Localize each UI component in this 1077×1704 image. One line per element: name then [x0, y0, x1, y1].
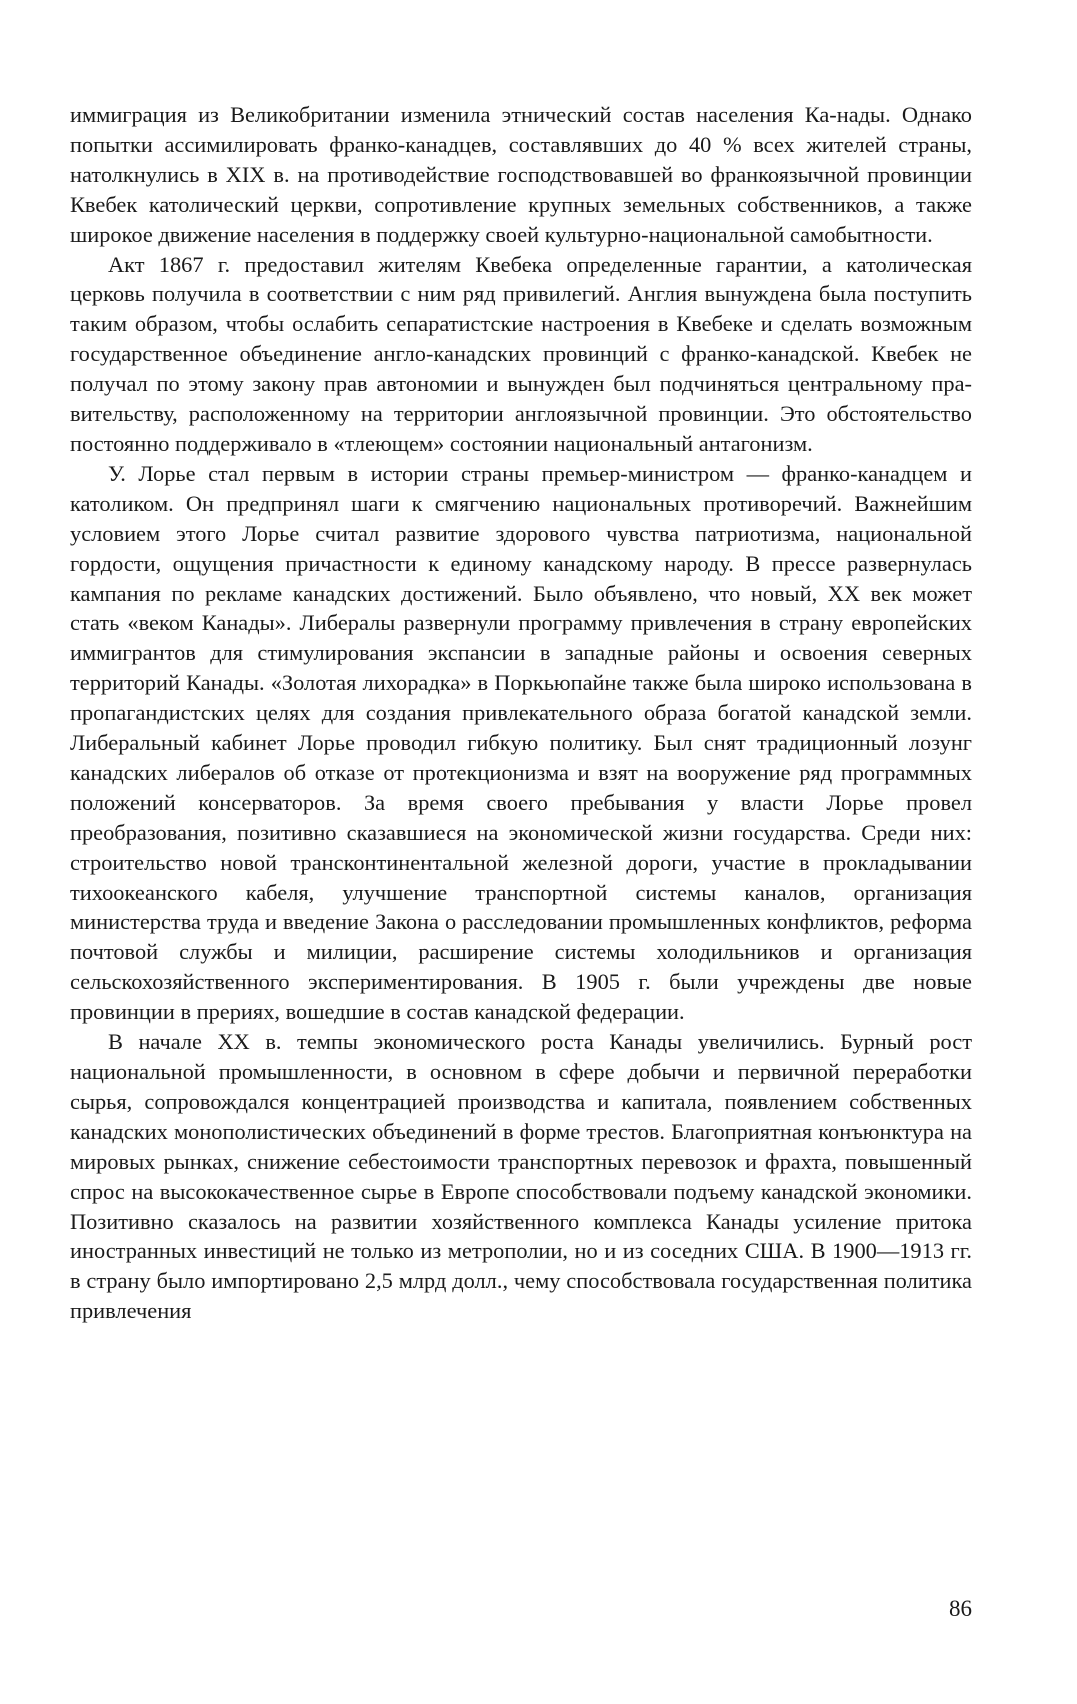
paragraph-laurier: У. Лорье стал первым в истории страны премьер-министром — франко-канадцем и католиком. Он предпринял шаги к смягчению национальных противоречий. Важнейшим условием этого Лорье считал развитие здорового чувства патриотизма, национальной гордости, ощущения причастности к единому канадскому народу. В прессе развернулась кампания по рекламе канадских достижений. Было объявлено, что новый, XX век может стать «веком Канады». Либералы развернули программу привлечения в страну европейских иммигрантов для стимулирования экспансии в западные районы и освоения северных территорий Канады. «Золотая лихорадка» в Поркьюпайне также была широко использована в пропагандистских целях для создания привлекательного образа богатой канадской земли. Либеральный кабинет Лорье проводил гибкую политику. Был снят традиционный лозунг канадских либералов об отказе от протекционизма и взят на вооружение ряд программных положений консерваторов. За время своего пребывания у власти Лорье провел преобразования, позитивно сказавшиеся на экономической жизни государства. Среди них: строительство новой трансконтинентальной железной дороги, участие в прокладывании тихоокеанского кабеля, улучшение транспортной системы каналов, организация министерства труда и введение Закона о расследовании промышленных конфликтов, реформа почтовой службы и милиции, расширение системы холодильников и организация сельскохозяйственного экспериментирования. В 1905 г. были учреждены две новые провинции в прериях, вошедшие в состав канадской федерации. [70, 460, 972, 1025]
page-body [70, 100, 972, 1326]
paragraph-immigration: иммиграция из Великобритании изменила этнический состав населения Ка-нады. Однако попытки ассимилировать франко-канадцев, составлявших до 40 % всех жителей страны, натолкнулись в XIX в. на противодействие господствовавшей во франкоязычной провинции Квебек католический церкви, сопротивление крупных земельных собственников, а также широкое движение населения в поддержку своей культурно-национальной самобытности. [70, 102, 972, 247]
page-number: 86 [949, 1596, 972, 1621]
paragraph-economic-growth: В начале XX в. темпы экономического роста Канады увеличились. Бурный рост национальной промышленности, в основном в сфере добычи и первичной переработки сырья, сопровождался концентрацией производства и капитала, появлением собственных канадских монополистических объединений в форме трестов. Благоприятная конъюнктура на мировых рынках, снижение себестоимости транспортных перевозок и фрахта, повышенный спрос на высококачественное сырье в Европе способствовали подъему канадской экономики. Позитивно сказалось на развитии хозяйственного комплекса Канады усиление притока иностранных инвестиций не только из метрополии, но и из соседних США. В 1900—1913 гг. в страну было импортировано 2,5 млрд долл., чему способствовала государственная политика привлечения [70, 1029, 972, 1324]
paragraph-act-1867: Акт 1867 г. предоставил жителям Квебека определенные гарантии, а католическая церковь получила в соответствии с ним ряд привилегий. Англия вынуждена была поступить таким образом, чтобы ослабить сепаратистские настроения в Квебеке и сделать возможным государственное объединение англо-канадских провинций с франко-канадской. Квебек не получал по этому закону прав автономии и вынужден был подчиняться центральному правительству, расположенному на территории англоязычной провинции. Это обстоятельство постоянно поддерживало в «тлеющем» состоянии национальный антагонизм. [70, 251, 972, 456]
